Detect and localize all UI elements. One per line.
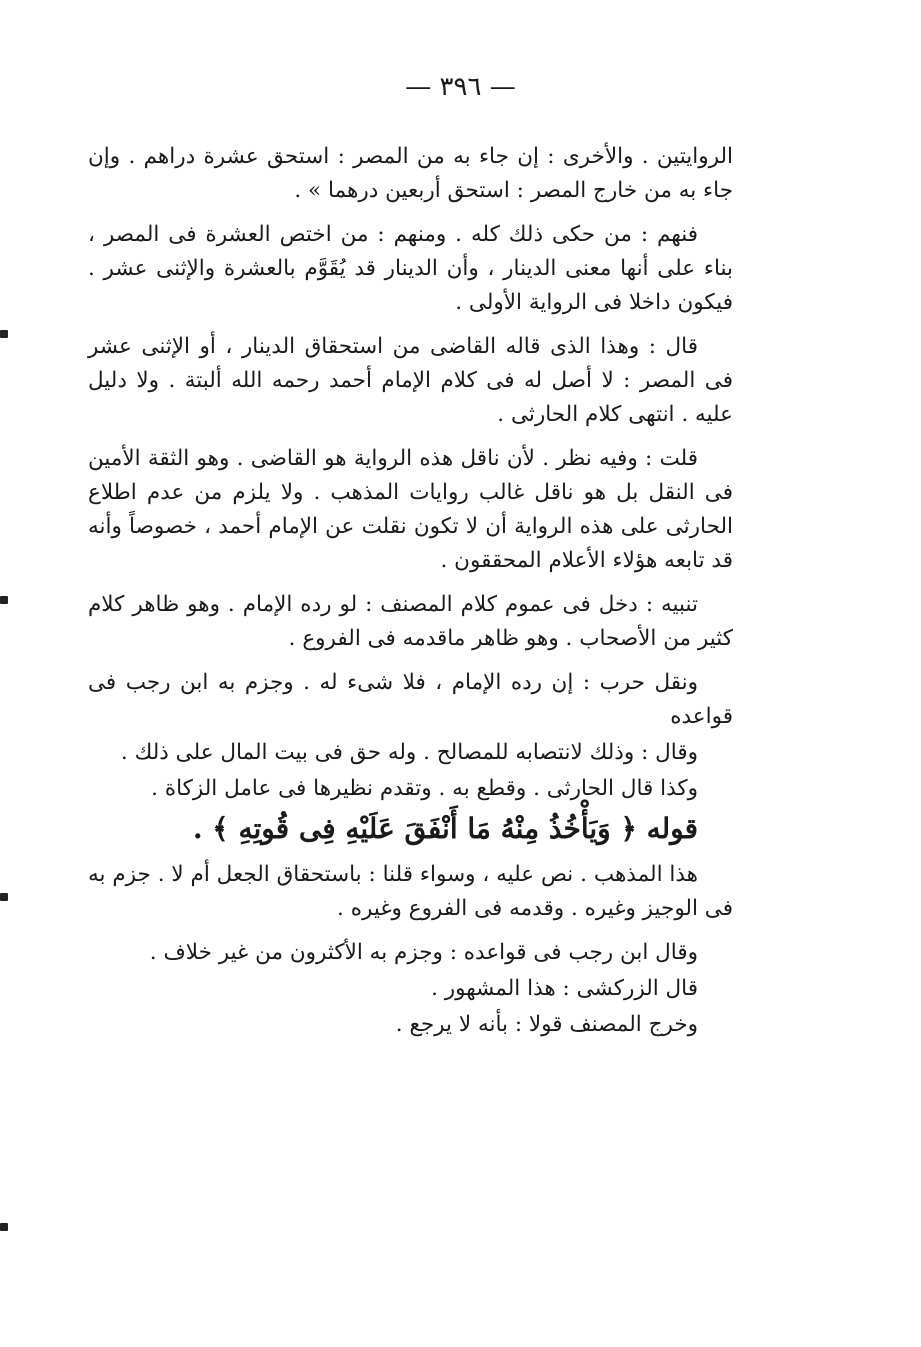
page-number: — ٣٩٦ — [405, 72, 516, 102]
margin-mark [0, 330, 8, 338]
margin-mark [0, 1223, 8, 1231]
paragraph-1: الروايتين . والأخرى : إن جاء به من المصر : استحق عشرة دراهم . وإن جاء به من خارج المصر : استحق أربعين درهما » . [88, 144, 733, 203]
paragraph-10: وقال ابن رجب فى قواعده : وجزم به الأكثرون من غير خلاف . [149, 940, 698, 965]
paragraph-7: وقال : وذلك لانتصابه للمصالح . وله حق فى بيت المال على ذلك . [120, 740, 698, 765]
paragraph-2: فنهم : من حكى ذلك كله . ومنهم : من اختص العشرة فى المصر ، بناء على أنها معنى الدينار ، وأن الدينار قد يُقَوَّم بالعشرة والإثنى عشر . فيكون داخلا فى الرواية الأولى . [88, 222, 733, 315]
paragraph-8: وكذا قال الحارثى . وقطع به . وتقدم نظيرها فى عامل الزكاة . [151, 776, 698, 801]
paragraph-5-note: تنبيه : دخل فى عموم كلام المصنف : لو رده الإمام . وهو ظاهر كلام كثير من الأصحاب . وهو ظاهر ماقدمه فى الفروع . [88, 592, 733, 651]
paragraph-12: وخرج المصنف قولا : بأنه لا يرجع . [395, 1012, 698, 1037]
paragraph-4: قلت : وفيه نظر . لأن ناقل هذه الرواية هو القاضى . وهو الثقة الأمين فى النقل بل هو ناقل غالب روايات المذهب . ولا يلزم من عدم اطلاع الحارثى على هذه الرواية أن لا تكون نقلت عن الإمام أحمد ، خصوصاً وأنه قد تابعه هؤلاء الأعلام المحققون . [88, 446, 733, 573]
margin-mark [0, 596, 8, 604]
page-body [88, 140, 733, 1044]
paragraph-11: قال الزركشى : هذا المشهور . [431, 976, 698, 1001]
paragraph-6: ونقل حرب : إن رده الإمام ، فلا شىء له . وجزم به ابن رجب فى قواعده [88, 670, 733, 729]
margin-mark [0, 893, 8, 901]
paragraph-3: قال : وهذا الذى قاله القاضى من استحقاق الدينار ، أو الإثنى عشر فى المصر : لا أصل له فى كلام الإمام أحمد رحمه الله ألبتة . ولا دليل عليه . انتهى كلام الحارثى . [88, 334, 733, 427]
paragraph-9: هذا المذهب . نص عليه ، وسواء قلنا : باستحقاق الجعل أم لا . جزم به فى الوجيز وغيره . وقدمه فى الفروع وغيره . [88, 862, 733, 921]
section-heading: قوله ﴿ وَيَأْخُذُ مِنْهُ مَا أَنْفَقَ عَلَيْهِ فِى قُوتِهِ ﴾ . [192, 812, 698, 845]
